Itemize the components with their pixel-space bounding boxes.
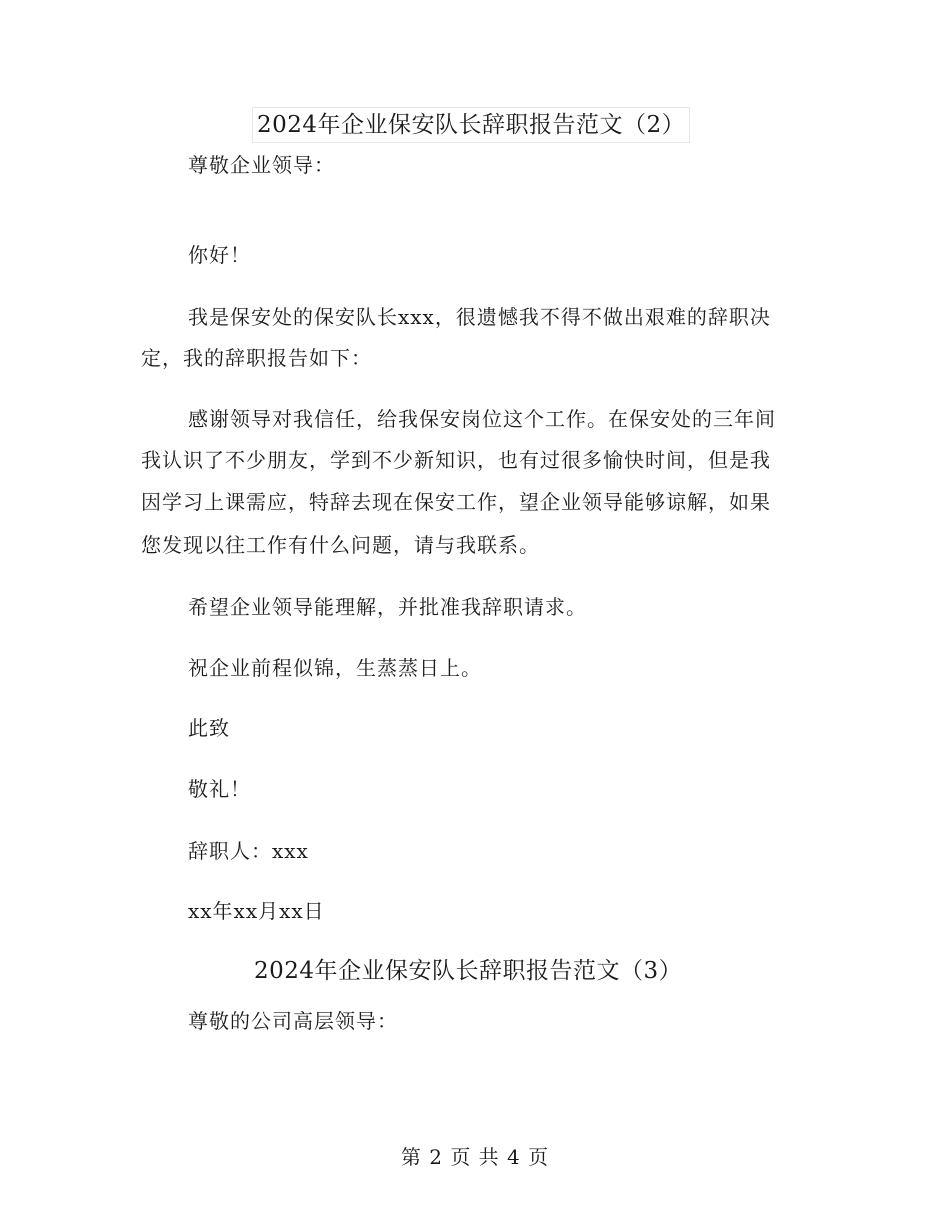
paragraph-3: 希望企业领导能理解，并批准我辞职请求。 (188, 595, 587, 619)
paragraph-2-line-4: 您发现以往工作有什么问题，请与我联系。 (141, 533, 540, 557)
document-title-section-3: 2024年企业保安队长辞职报告范文（3） (254, 958, 683, 984)
paragraph-1-line-1: 我是保安处的保安队长xxx，很遗憾我不得不做出艰难的辞职决 (188, 305, 771, 329)
paragraph-1-line-2: 定，我的辞职报告如下： (141, 346, 372, 370)
greeting: 你好！ (188, 243, 251, 267)
date-line: xx年xx月xx日 (188, 899, 325, 923)
paragraph-4: 祝企业前程似锦，生蒸蒸日上。 (188, 656, 482, 680)
page-indicator: 第 2 页 共 4 页 (400, 1145, 550, 1169)
document-title-section-2: 2024年企业保安队长辞职报告范文（2） (252, 107, 690, 143)
closing-line-2: 敬礼！ (188, 777, 251, 801)
paragraph-2-line-3: 因学习上课需应，特辞去现在保安工作，望企业领导能够谅解，如果 (141, 490, 771, 514)
salutation-section-3: 尊敬的公司高层领导： (188, 1009, 398, 1033)
paragraph-2-line-2: 我认识了不少朋友，学到不少新知识，也有过很多愉快时间，但是我 (141, 448, 771, 472)
paragraph-2-line-1: 感谢领导对我信任，给我保安岗位这个工作。在保安处的三年间 (188, 407, 776, 431)
signer-line: 辞职人：xxx (188, 839, 309, 863)
salutation: 尊敬企业领导： (188, 153, 335, 177)
closing-line-1: 此致 (188, 716, 230, 740)
